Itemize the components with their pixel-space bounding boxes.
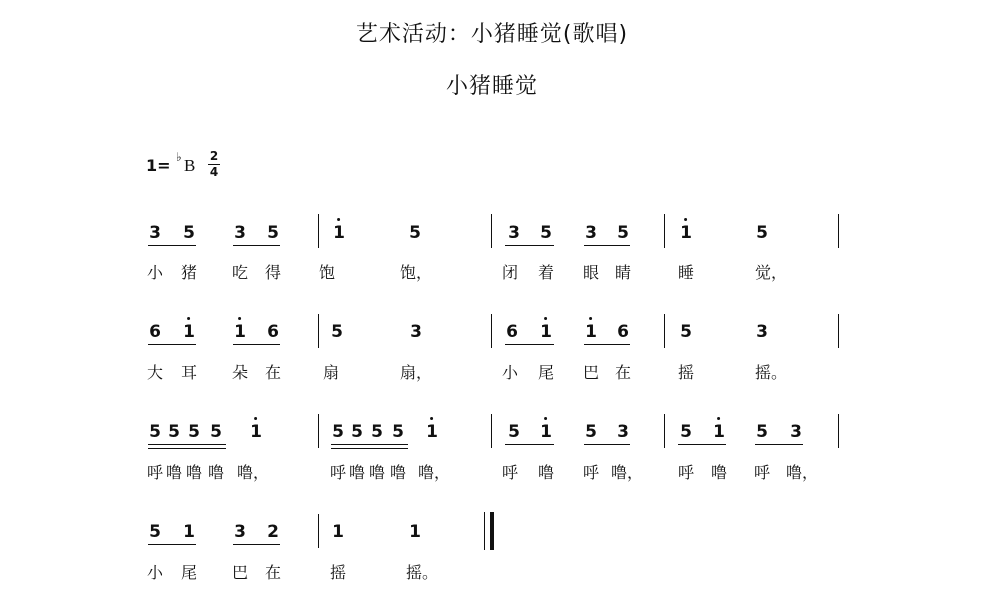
- lyric-3-4: 噜: [207, 463, 225, 482]
- lyric-3-16: 噜: [710, 463, 728, 482]
- beam-line-3-7: [678, 444, 726, 445]
- note-4-5: 1: [332, 522, 344, 542]
- lyric-3-7: 噜: [348, 463, 366, 482]
- note-3-10: 1: [426, 422, 438, 442]
- final-barline: [490, 512, 494, 550]
- key-note: B: [184, 156, 196, 175]
- beam-line-1-1: [148, 245, 196, 246]
- note-4-1: 5: [149, 522, 161, 542]
- time-sig-top: 2: [209, 149, 219, 163]
- beam-line-3-8: [755, 444, 803, 445]
- note-2-8: 1: [540, 322, 552, 342]
- lyric-1-4: 得: [264, 263, 282, 282]
- lyric-2-10: 在: [614, 363, 632, 382]
- lyric-3-13: 呼: [582, 463, 600, 482]
- beam-line-1-4: [584, 245, 630, 246]
- note-2-7: 6: [506, 322, 518, 342]
- flat-sign: ♭: [176, 150, 182, 164]
- note-3-4: 5: [210, 422, 222, 442]
- barline-1-1: [318, 214, 319, 248]
- lyric-1-8: 着: [537, 263, 555, 282]
- beam-line-3-5: [505, 444, 554, 445]
- lyric-2-6: 扇，: [399, 363, 433, 382]
- lyric-3-3: 噜: [185, 463, 203, 482]
- page-title: 艺术活动：小猪睡觉(歌唱): [355, 22, 629, 47]
- beam-line-2-2: [233, 344, 280, 345]
- barline-3-3: [664, 414, 665, 448]
- note-1-11: 1: [680, 223, 692, 243]
- lyric-2-11: 摇: [677, 363, 695, 382]
- lyric-4-6: 摇。: [405, 563, 439, 582]
- note-3-11: 5: [508, 422, 520, 442]
- lyric-3-18: 噜，: [785, 463, 819, 482]
- lyric-3-17: 呼: [753, 463, 771, 482]
- lyric-3-12: 噜: [537, 463, 555, 482]
- note-2-9: 1: [585, 322, 597, 342]
- note-3-2: 5: [168, 422, 180, 442]
- note-3-17: 5: [756, 422, 768, 442]
- note-3-16: 1: [713, 422, 725, 442]
- lyric-4-1: 小: [146, 563, 164, 582]
- lyric-1-7: 闭: [501, 263, 519, 282]
- beam-line-2-1: [148, 344, 196, 345]
- barline-2-2: [491, 314, 492, 348]
- barline-4-1: [318, 514, 319, 548]
- barline-3-1: [318, 414, 319, 448]
- lyric-4-3: 巴: [231, 563, 249, 582]
- beam-line-3-1: [148, 444, 226, 445]
- note-2-3: 1: [234, 322, 246, 342]
- note-3-12: 1: [540, 422, 552, 442]
- barline-2-3: [664, 314, 665, 348]
- note-3-1: 5: [149, 422, 161, 442]
- lyric-4-2: 尾: [180, 563, 198, 582]
- lyric-2-7: 小: [501, 363, 519, 382]
- barline-2-1: [318, 314, 319, 348]
- barline-1-3: [664, 214, 665, 248]
- note-1-3: 3: [234, 223, 246, 243]
- lyric-2-12: 摇。: [754, 363, 788, 382]
- note-2-4: 6: [267, 322, 279, 342]
- lyric-4-4: 在: [264, 563, 282, 582]
- time-signature: [208, 150, 220, 179]
- note-4-3: 3: [234, 522, 246, 542]
- barline-4-2: [484, 512, 485, 550]
- beam-line-4-1: [148, 544, 196, 545]
- barline-3-2: [491, 414, 492, 448]
- lyric-1-1: 小: [146, 263, 164, 282]
- beam-line-3-6: [584, 444, 630, 445]
- lyric-1-11: 睡: [677, 263, 695, 282]
- beam-line-3-3: [331, 444, 408, 445]
- beam-line-4-2: [233, 544, 280, 545]
- lyric-3-14: 噜，: [610, 463, 644, 482]
- note-4-6: 1: [409, 522, 421, 542]
- lyric-1-9: 眼: [582, 263, 600, 282]
- lyric-3-8: 噜: [368, 463, 386, 482]
- note-4-2: 1: [183, 522, 195, 542]
- note-2-11: 5: [680, 322, 692, 342]
- lyric-1-3: 吃: [231, 263, 249, 282]
- note-2-2: 1: [183, 322, 195, 342]
- beam-line-2-4: [584, 344, 630, 345]
- lyric-3-5: 噜，: [236, 463, 270, 482]
- note-1-7: 3: [508, 223, 520, 243]
- barline-1-4: [838, 214, 839, 248]
- lyric-2-1: 大: [146, 363, 164, 382]
- beam-line-3-4: [331, 448, 408, 449]
- note-3-15: 5: [680, 422, 692, 442]
- lyric-1-10: 睛: [614, 263, 632, 282]
- lyric-1-2: 猪: [180, 263, 198, 282]
- lyric-3-1: 呼: [146, 463, 164, 482]
- lyric-3-11: 呼: [501, 463, 519, 482]
- barline-2-4: [838, 314, 839, 348]
- note-1-6: 5: [409, 223, 421, 243]
- note-2-12: 3: [756, 322, 768, 342]
- note-1-2: 5: [183, 223, 195, 243]
- lyric-2-4: 在: [264, 363, 282, 382]
- note-2-1: 6: [149, 322, 161, 342]
- lyric-1-12: 觉，: [754, 263, 788, 282]
- note-2-6: 3: [410, 322, 422, 342]
- key-tonic: 1=: [146, 156, 171, 175]
- lyric-4-5: 摇: [329, 563, 347, 582]
- song-title: 小猪睡觉: [445, 74, 538, 99]
- barline-3-4: [838, 414, 839, 448]
- note-1-5: 1: [333, 223, 345, 243]
- note-1-1: 3: [149, 223, 161, 243]
- lyric-2-8: 尾: [537, 363, 555, 382]
- note-3-5: 1: [250, 422, 262, 442]
- lyric-2-9: 巴: [582, 363, 600, 382]
- beam-line-2-3: [505, 344, 554, 345]
- barline-1-2: [491, 214, 492, 248]
- lyric-3-9: 噜: [389, 463, 407, 482]
- note-3-8: 5: [371, 422, 383, 442]
- note-1-10: 5: [617, 223, 629, 243]
- lyric-2-3: 朵: [231, 363, 249, 382]
- note-3-6: 5: [332, 422, 344, 442]
- note-2-5: 5: [331, 322, 343, 342]
- note-1-4: 5: [267, 223, 279, 243]
- note-1-8: 5: [540, 223, 552, 243]
- beam-line-3-2: [148, 448, 226, 449]
- note-3-13: 5: [585, 422, 597, 442]
- note-1-12: 5: [756, 223, 768, 243]
- lyric-3-15: 呼: [677, 463, 695, 482]
- lyric-1-5: 饱: [318, 263, 336, 282]
- lyric-1-6: 饱，: [399, 263, 433, 282]
- note-3-3: 5: [188, 422, 200, 442]
- note-4-4: 2: [267, 522, 279, 542]
- lyric-3-6: 呼: [329, 463, 347, 482]
- note-3-18: 3: [790, 422, 802, 442]
- beam-line-1-3: [505, 245, 554, 246]
- note-1-9: 3: [585, 223, 597, 243]
- beam-line-1-2: [233, 245, 280, 246]
- time-sig-bottom: 4: [209, 165, 219, 179]
- note-2-10: 6: [617, 322, 629, 342]
- note-3-9: 5: [392, 422, 404, 442]
- note-3-7: 5: [351, 422, 363, 442]
- lyric-2-2: 耳: [180, 363, 198, 382]
- lyric-3-10: 噜，: [417, 463, 451, 482]
- lyric-3-2: 噜: [165, 463, 183, 482]
- note-3-14: 3: [617, 422, 629, 442]
- lyric-2-5: 扇: [322, 363, 340, 382]
